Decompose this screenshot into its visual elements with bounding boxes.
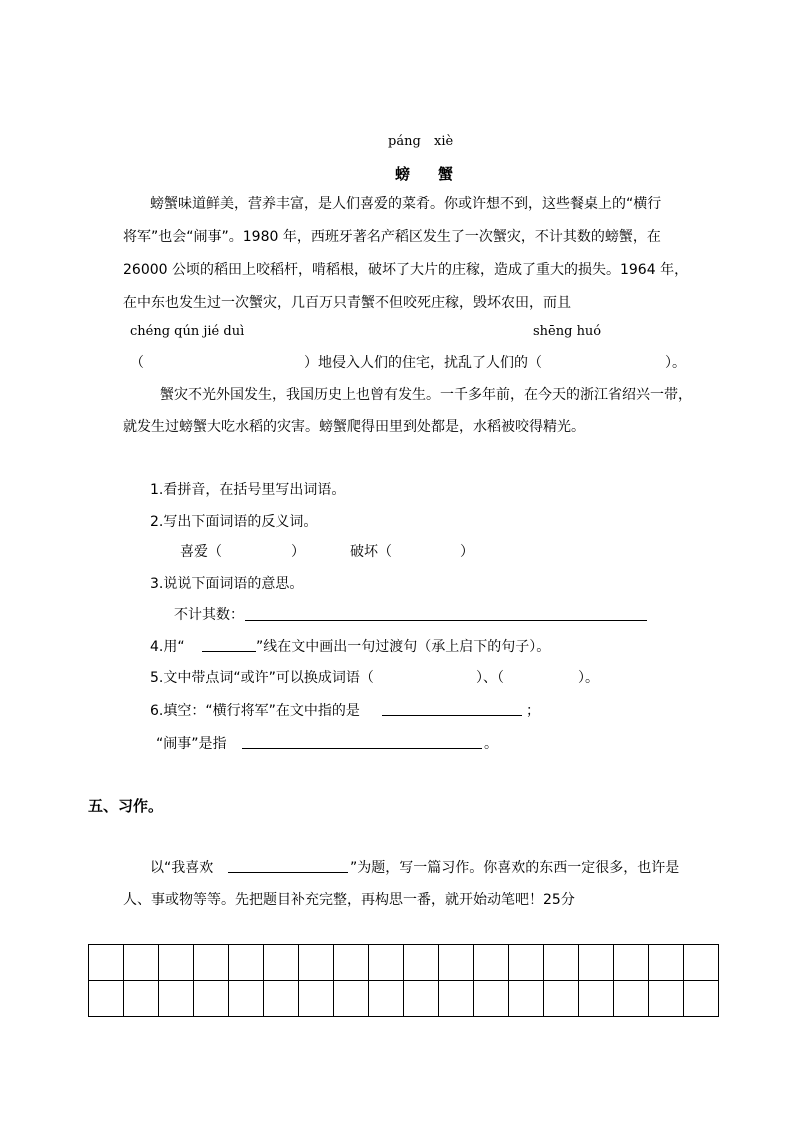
grid-cell[interactable] [159,945,194,981]
grid-cell[interactable] [439,945,474,981]
grid-cell[interactable] [544,981,579,1017]
grid-cell[interactable] [369,945,404,981]
grid-cell[interactable] [264,981,299,1017]
question-3: 3.说说下面词语的意思。 [150,576,304,592]
section-5-line-end: ”为题，写一篇习作。你喜欢的东西一定很多，也许是 [350,860,680,876]
title-pinyin-2: xiè [434,134,454,149]
question-6-start: 6.填空：“横行将军”在文中指的是 [150,703,360,719]
section-5-line-start: 以“我喜欢 [150,860,214,876]
question-5-mid: ）、（ [476,670,504,686]
grid-cell[interactable] [579,945,614,981]
grid-cell[interactable] [544,945,579,981]
grid-cell[interactable] [334,981,369,1017]
answer-line [245,620,647,621]
bracket-open: （ [130,355,144,371]
grid-cell[interactable] [509,945,544,981]
passage-line: 螃蟹味道鲜美，营养丰富，是人们喜爱的菜肴。你或许想不到，这些餐桌上的“横行 [150,196,662,212]
question-2: 2.写出下面词语的反义词。 [150,514,318,530]
grid-cell[interactable] [89,945,124,981]
passage-line: 在中东也发生过一次蟹灾，几百万只青蟹不但咬死庄稼，毁坏农田，而且 [123,295,571,311]
passage-line: 将军”也会“闹事”。1980 年，西班牙著名产稻区发生了一次蟹灾，不计其数的螃蟹，在 [123,229,661,245]
grid-cell[interactable] [124,981,159,1017]
pinyin-shenghuo: shēng huó [533,324,602,339]
section-5-heading: 五、习作。 [88,797,164,815]
grid-cell[interactable] [684,945,719,981]
grid-cell[interactable] [684,981,719,1017]
passage-line: 26000 公顷的稻田上咬稻杆，啃稻根，破坏了大片的庄稼，造成了重大的损失。1964 年， [123,262,689,278]
question-4-end: ”线在文中画出一句过渡句（承上启下的句子）。 [256,639,551,655]
question-6b-end: 。 [484,736,498,752]
grid-cell[interactable] [474,981,509,1017]
grid-cell[interactable] [649,981,684,1017]
grid-cell[interactable] [299,945,334,981]
question-5-start: 5.文中带点词“或许”可以换成词语（ [150,670,374,686]
question-6b-start: “闹事”是指 [156,736,227,752]
section-5-line-2: 人、事或物等等。先把题目补充完整，再构思一番，就开始动笔吧！25分 [123,892,575,908]
antonym-pohuai: 破坏（ [350,544,392,560]
answer-line [228,872,348,873]
antonym-xiai: 喜爱（ [180,544,222,560]
passage-line: ）地侵入人们的住宅，扰乱了人们的（ [304,355,542,371]
grid-cell[interactable] [299,981,334,1017]
passage-line: 蟹灾不光外国发生，我国历史上也曾有发生。一千多年前，在今天的浙江省绍兴一带， [160,387,692,403]
title-pinyin-1: páng [388,134,421,149]
grid-cell[interactable] [404,981,439,1017]
grid-cell[interactable] [474,945,509,981]
grid-cell[interactable] [649,945,684,981]
question-3-item: 不计其数： [174,607,244,623]
grid-cell[interactable] [194,945,229,981]
grid-cell[interactable] [194,981,229,1017]
question-5-end: ）。 [578,670,599,686]
antonym-close: ） [460,544,474,560]
title-char-1: 螃 [395,165,411,183]
grid-cell[interactable] [334,945,369,981]
grid-cell[interactable] [614,981,649,1017]
question-4-start: 4.用“ [150,639,185,655]
title-char-2: 蟹 [438,165,454,183]
pinyin-chengqunjiedui: chéng qún jié duì [130,324,245,339]
grid-cell[interactable] [124,945,159,981]
answer-line [242,748,482,749]
bracket-close: ）。 [665,355,686,371]
passage-line: 就发生过螃蟹大吃水稻的灾害。螃蟹爬得田里到处都是，水稻被咬得精光。 [123,419,585,435]
grid-cell[interactable] [159,981,194,1017]
grid-cell[interactable] [614,945,649,981]
writing-grid [88,944,719,1017]
grid-cell[interactable] [229,981,264,1017]
grid-cell[interactable] [229,945,264,981]
grid-row [89,981,719,1017]
grid-cell[interactable] [89,981,124,1017]
answer-line [202,651,256,652]
grid-cell[interactable] [404,945,439,981]
grid-cell[interactable] [509,981,544,1017]
question-1: 1.看拼音，在括号里写出词语。 [150,482,346,498]
question-6-end: ； [526,703,540,719]
grid-cell[interactable] [369,981,404,1017]
grid-cell[interactable] [579,981,614,1017]
antonym-close: ） [291,544,305,560]
grid-row [89,945,719,981]
answer-line [382,715,522,716]
grid-cell[interactable] [264,945,299,981]
grid-cell[interactable] [439,981,474,1017]
